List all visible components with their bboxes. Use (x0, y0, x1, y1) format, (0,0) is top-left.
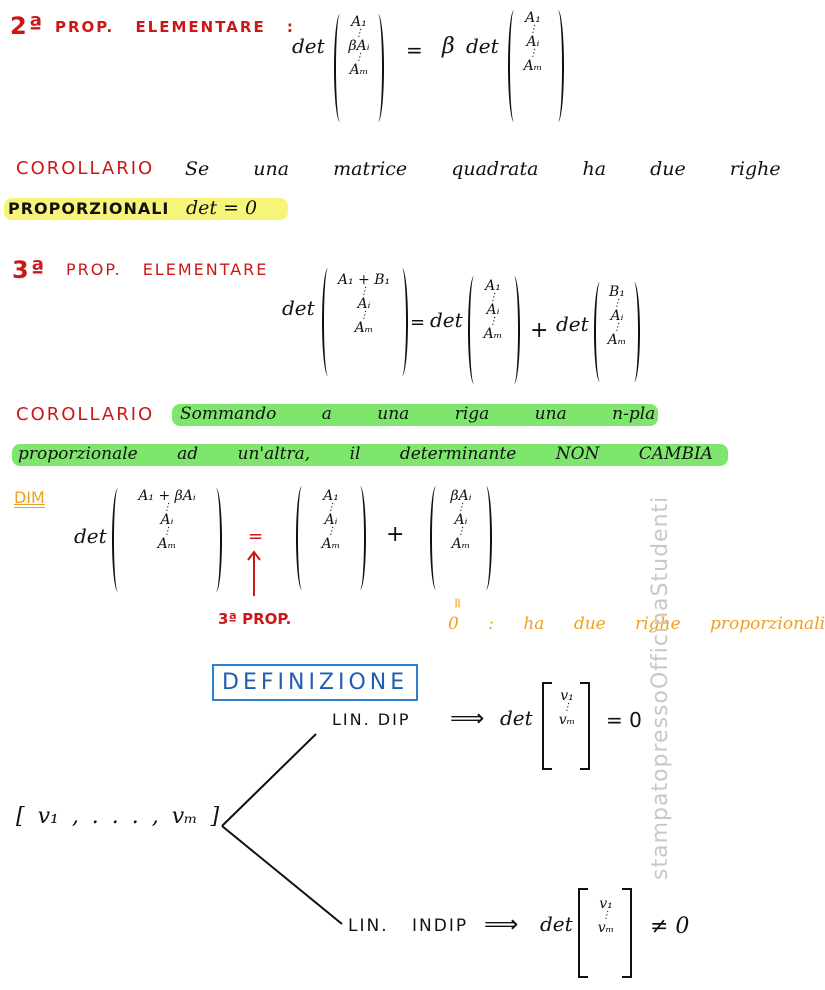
matrix-row: vₘ (597, 920, 615, 936)
branch-lines (218, 728, 348, 928)
definition-title-box (212, 664, 418, 701)
dim-det: det (74, 524, 107, 548)
matrix-row: v₁ (560, 688, 574, 704)
matrix-dots: ⋮ (162, 502, 172, 513)
matrix-dots: ⋮ (488, 316, 498, 327)
prop3-mid-column (476, 278, 510, 342)
left-bracket (578, 888, 588, 978)
indep-det: det (540, 912, 573, 936)
matrix-dots: ⋮ (359, 286, 369, 297)
corollary2-label: COROLLARIO (16, 404, 155, 425)
matrix-dots: ⋮ (612, 322, 622, 333)
dim-mid-column (306, 488, 356, 552)
prop3-det-mid: det (430, 308, 463, 332)
prop2-heading: PROP. ELEMENTARE : (55, 18, 295, 36)
implies-icon: ⟹ (450, 704, 485, 732)
right-paren (508, 276, 520, 384)
dep-result: = 0 (606, 708, 642, 732)
prop2-det: det (292, 34, 325, 58)
matrix-row: Aₘ (354, 320, 374, 336)
corollary1-proporzionali: PROPORZIONALI (8, 199, 170, 218)
matrix-row: Aᵢ (486, 302, 500, 318)
matrix-dots: ⋮ (456, 502, 466, 513)
matrix-dots: ⋮ (354, 52, 364, 63)
matrix-dots: ⋮ (162, 526, 172, 537)
matrix-row: Aᵢ (357, 296, 371, 312)
matrix-dots: ⋮ (326, 502, 336, 513)
corollary1-result: det = 0 (186, 197, 258, 219)
matrix-row: vₘ (558, 712, 576, 728)
matrix-row: Aₘ (607, 332, 627, 348)
matrix-row: Aᵢ (454, 512, 468, 528)
matrix-row: Aₘ (349, 62, 369, 78)
matrix-row: Aₘ (157, 536, 177, 552)
matrix-row: βAᵢ (348, 38, 370, 54)
right-bracket (622, 888, 632, 978)
matrix-row: Aᵢ (324, 512, 338, 528)
matrix-row: Aₘ (483, 326, 503, 342)
dim-label: DIM (14, 488, 45, 507)
prop2-rhs-column (516, 10, 550, 74)
right-paren (396, 268, 408, 376)
matrix-row: A₁ + B₁ (337, 272, 391, 288)
matrix-row: Aₘ (321, 536, 341, 552)
matrix-dots: ⋮ (456, 526, 466, 537)
corollary2-line1: Sommando a una riga una n-pla (180, 404, 656, 424)
matrix-dots: ⋮ (601, 910, 611, 921)
lin-indip-label: LIN. INDIP (348, 916, 469, 936)
right-paren (210, 488, 222, 592)
dim-rhs-column (438, 488, 484, 552)
indep-result: ≠ 0 (650, 914, 690, 939)
prop3-lhs-column (330, 272, 398, 336)
right-paren (628, 282, 640, 382)
matrix-dots: ⋮ (359, 310, 369, 321)
matrix-row: Aₘ (451, 536, 471, 552)
prop2-number: 2ª (10, 12, 45, 40)
matrix-dots: ⋮ (354, 28, 364, 39)
prop3-heading: PROP. ELEMENTARE (66, 260, 269, 279)
matrix-row: v₁ (599, 896, 613, 912)
dim-zero-note: 0 : ha due righe proporzionali (448, 614, 825, 634)
matrix-dots: ⋮ (528, 48, 538, 59)
definition-title: DEFINIZIONE (222, 670, 409, 695)
matrix-row: Aᵢ (160, 512, 174, 528)
lin-dip-label: LIN. DIP (332, 710, 411, 729)
prop3-equals: = (410, 312, 426, 333)
corollary1-text: Se una matrice quadrata ha due righe (185, 158, 781, 180)
prop3-plus: + (530, 318, 549, 343)
matrix-row: Aₘ (523, 58, 543, 74)
dep-det: det (500, 706, 533, 730)
prop3-number: 3ª (12, 256, 47, 284)
prop2-equals: = (406, 38, 423, 62)
matrix-row: Aᵢ (526, 34, 540, 50)
right-bracket (580, 682, 590, 770)
dim-equals: = (248, 526, 264, 547)
vector-list: [ v₁ , . . . , vₘ ] (16, 804, 220, 829)
indep-column (588, 896, 624, 936)
matrix-row: A₁ (485, 278, 501, 294)
left-bracket (542, 682, 552, 770)
dim-lhs-column (122, 488, 212, 552)
matrix-row: A₁ (525, 10, 541, 26)
right-paren (354, 486, 366, 590)
matrix-row: A₁ + βAᵢ (138, 488, 196, 504)
matrix-row: B₁ (609, 284, 625, 300)
matrix-row: Aᵢ (610, 308, 624, 324)
corollary1-label: COROLLARIO (16, 158, 155, 179)
prop3-det: det (282, 296, 315, 320)
matrix-dots: ⋮ (528, 24, 538, 35)
dim-plus: + (386, 522, 405, 547)
right-paren (372, 14, 384, 122)
prop2-lhs-column (342, 14, 376, 78)
watermark: stampatopressoOfficinaStudenti (648, 495, 673, 880)
prop3-det-rhs: det (556, 312, 589, 336)
dim-equal-vertical: = (448, 597, 465, 609)
right-paren (480, 486, 492, 590)
dim-arrow-label: 3ª PROP. (218, 610, 292, 628)
matrix-dots: ⋮ (488, 292, 498, 303)
matrix-dots: ⋮ (562, 702, 572, 713)
dep-column (552, 688, 582, 728)
matrix-row: βAᵢ (450, 488, 472, 504)
matrix-row: A₁ (351, 14, 367, 30)
matrix-row: A₁ (323, 488, 339, 504)
matrix-dots: ⋮ (612, 298, 622, 309)
implies-icon: ⟹ (484, 910, 519, 938)
prop2-det-rhs: det (466, 34, 499, 58)
matrix-dots: ⋮ (326, 526, 336, 537)
up-arrow-icon (244, 548, 264, 598)
prop2-beta: β (442, 34, 455, 59)
right-paren (552, 10, 564, 122)
corollary2-line2: proporzionale ad un'altra, il determinante NON CAMBIA (18, 444, 713, 464)
